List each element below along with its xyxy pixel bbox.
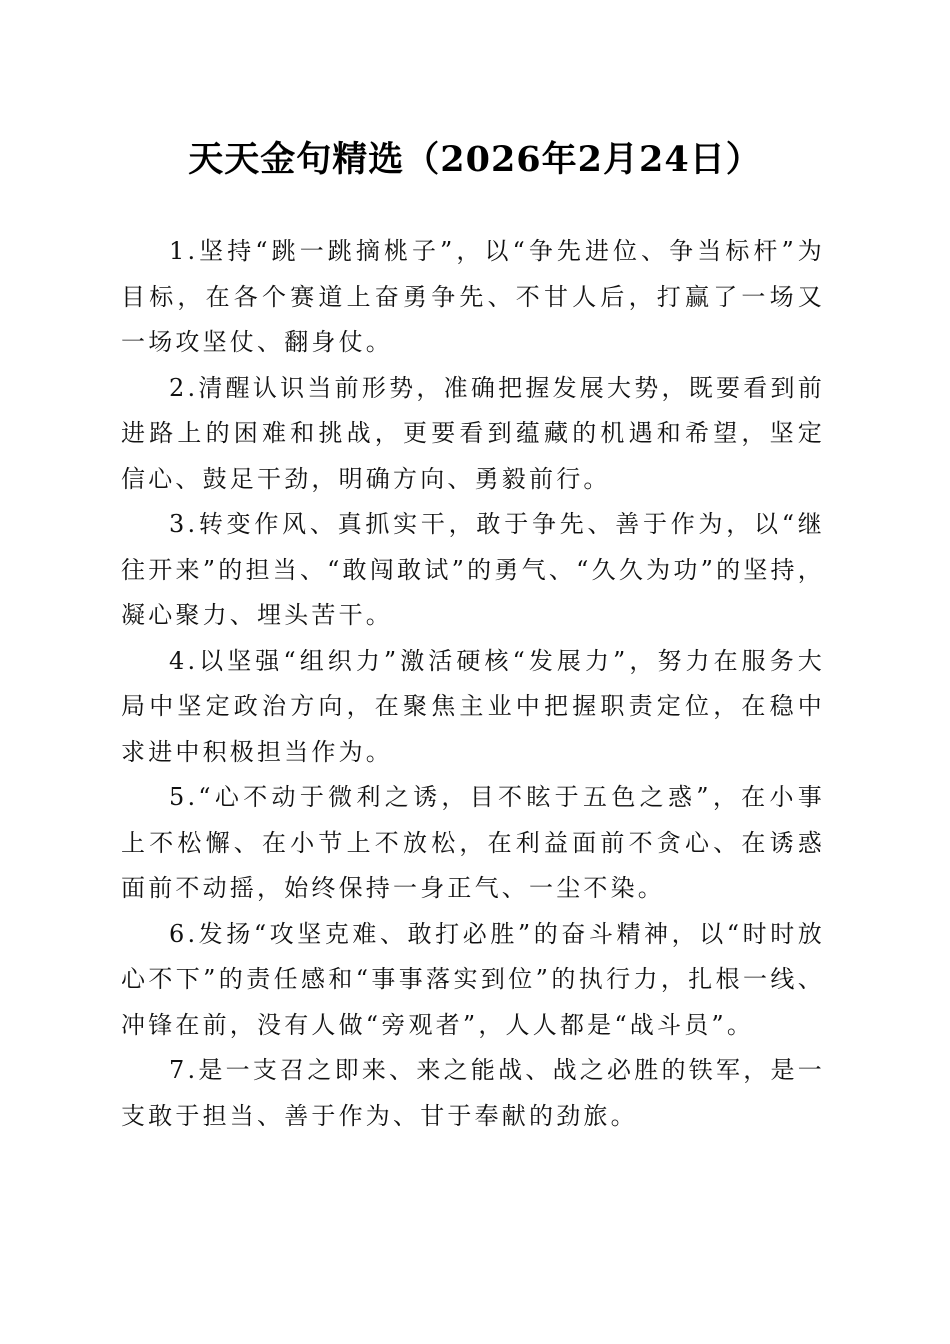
paragraph-7: 7.是一支召之即来、来之能战、战之必胜的铁军，是一支敢于担当、善于作为、甘于奉献的劲旅。 — [121, 1056, 825, 1130]
paragraph-6: 6.发扬“攻坚克难、敢打必胜”的奋斗精神，以“时时放心不下”的责任感和“事事落实到位”的执行力，扎根一线、冲锋在前，没有人做“旁观者”，人人都是“战斗员”。 — [121, 919, 825, 1039]
paragraph-3: 3.转变作风、真抓实干，敢于争先、善于作为，以“继往开来”的担当、“敢闯敢试”的勇气、“久久为功”的坚持，凝心聚力、埋头苦干。 — [121, 510, 825, 629]
paragraph-4: 4.以坚强“组织力”激活硬核“发展力”，努力在服务大局中坚定政治方向，在聚焦主业中把握职责定位，在稳中求进中积极担当作为。 — [121, 646, 825, 766]
document-title: 天天金句精选（2026年2月24日） — [188, 139, 762, 180]
paragraph-2: 2.清醒认识当前形势，准确把握发展大势，既要看到前进路上的困难和挑战，更要看到蕴藏的机遇和希望，坚定信心、鼓足干劲，明确方向、勇毅前行。 — [121, 373, 825, 493]
document-body — [121, 229, 825, 1139]
paragraph-1: 1.坚持“跳一跳摘桃子”，以“争先进位、争当标杆”为目标，在各个赛道上奋勇争先、不甘人后，打赢了一场又一场攻坚仗、翻身仗。 — [121, 237, 825, 356]
paragraph-5: 5.“心不动于微利之诱，目不眩于五色之惑”，在小事上不松懈、在小节上不放松，在利益面前不贪心、在诱惑面前不动摇，始终保持一身正气、一尘不染。 — [121, 783, 825, 902]
